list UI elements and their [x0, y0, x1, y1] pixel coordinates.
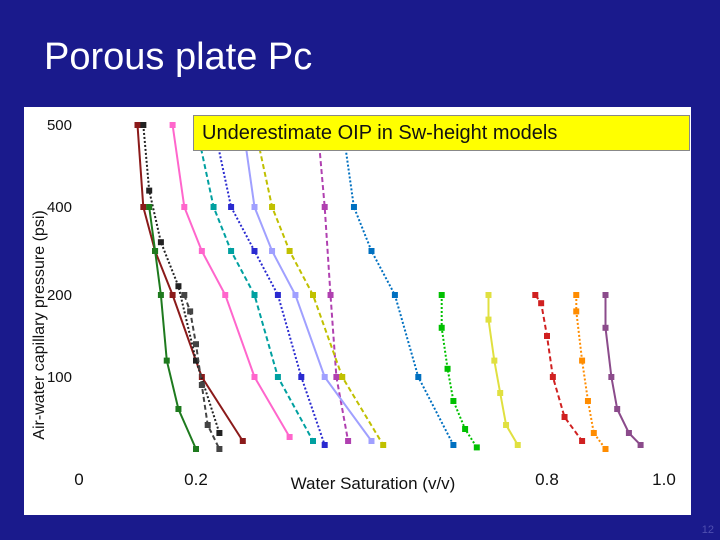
- series-line: [606, 295, 641, 445]
- data-point: [175, 406, 181, 412]
- data-point: [146, 188, 152, 194]
- data-point: [275, 292, 281, 298]
- data-point: [573, 292, 579, 298]
- data-point: [252, 248, 258, 254]
- data-point: [614, 406, 620, 412]
- data-point: [322, 442, 328, 448]
- series-line: [138, 125, 243, 441]
- data-point: [462, 426, 468, 432]
- series-line: [255, 125, 384, 445]
- data-point: [275, 374, 281, 380]
- data-point: [170, 292, 176, 298]
- y-tick-label: 400: [46, 199, 72, 216]
- data-point: [252, 292, 258, 298]
- data-point: [181, 292, 187, 298]
- x-tick-label: 1.0: [652, 470, 676, 489]
- data-point: [181, 204, 187, 210]
- data-point: [228, 204, 234, 210]
- data-point: [322, 204, 328, 210]
- series-line: [243, 125, 372, 441]
- data-point: [491, 358, 497, 364]
- data-point: [486, 317, 492, 323]
- data-point: [439, 292, 445, 298]
- data-point: [608, 374, 614, 380]
- data-point: [187, 308, 193, 314]
- data-point: [380, 442, 386, 448]
- data-point: [369, 438, 375, 444]
- data-point: [322, 374, 328, 380]
- data-point: [532, 292, 538, 298]
- data-point: [445, 366, 451, 372]
- chart-svg: [24, 107, 691, 515]
- data-point: [351, 204, 357, 210]
- data-point: [140, 204, 146, 210]
- y-tick-labels: [47, 117, 72, 386]
- data-point: [140, 122, 146, 128]
- data-point: [439, 325, 445, 331]
- data-point: [269, 204, 275, 210]
- y-tick-label: 500: [46, 117, 72, 134]
- series-line: [307, 125, 348, 441]
- data-point: [205, 422, 211, 428]
- data-point: [199, 248, 205, 254]
- chart-area: [24, 107, 691, 515]
- data-point: [573, 308, 579, 314]
- data-point: [603, 292, 609, 298]
- data-point: [603, 325, 609, 331]
- data-point: [415, 374, 421, 380]
- data-point: [550, 374, 556, 380]
- data-point: [503, 422, 509, 428]
- x-tick-label: 0.8: [535, 470, 559, 489]
- data-point: [170, 122, 176, 128]
- data-point: [287, 248, 293, 254]
- y-tick-label: 200: [46, 287, 72, 304]
- x-axis-label: Water Saturation (v/v): [290, 474, 456, 493]
- data-point: [515, 442, 521, 448]
- data-point: [158, 292, 164, 298]
- data-point: [240, 438, 246, 444]
- page-number: 12: [701, 524, 714, 536]
- data-point: [579, 438, 585, 444]
- data-point: [310, 292, 316, 298]
- data-point: [216, 446, 222, 452]
- x-tick-label: 0: [74, 470, 84, 489]
- data-point: [152, 248, 158, 254]
- data-point: [310, 438, 316, 444]
- data-point: [544, 333, 550, 339]
- data-point: [579, 358, 585, 364]
- data-point: [538, 300, 544, 306]
- data-point: [252, 374, 258, 380]
- data-point: [252, 204, 258, 210]
- data-point: [626, 430, 632, 436]
- data-point: [450, 398, 456, 404]
- slide-title: Porous plate Pc: [44, 36, 313, 78]
- data-point: [193, 341, 199, 347]
- data-point: [591, 430, 597, 436]
- data-point: [135, 122, 141, 128]
- series-line: [535, 295, 582, 441]
- data-point: [450, 442, 456, 448]
- data-point: [158, 239, 164, 245]
- data-point: [486, 292, 492, 298]
- data-point: [211, 204, 217, 210]
- data-point: [199, 382, 205, 388]
- data-point: [269, 248, 275, 254]
- data-point: [292, 292, 298, 298]
- data-point: [603, 446, 609, 452]
- data-point: [585, 398, 591, 404]
- data-point: [146, 204, 152, 210]
- x-tick-label: 0.2: [184, 470, 208, 489]
- series-line: [173, 125, 290, 437]
- data-point: [216, 430, 222, 436]
- data-point: [222, 292, 228, 298]
- data-point: [175, 283, 181, 289]
- series-line: [576, 295, 605, 449]
- data-point: [474, 444, 480, 450]
- data-point: [339, 374, 345, 380]
- data-point: [287, 434, 293, 440]
- series-line: [184, 295, 219, 449]
- y-axis-label: Air-water capillary pressure (psi): [31, 210, 48, 440]
- data-point: [497, 390, 503, 396]
- plot-lines: [135, 122, 644, 452]
- data-point: [392, 292, 398, 298]
- annotation-banner: Underestimate OIP in Sw-height models: [193, 115, 690, 151]
- data-point: [328, 292, 334, 298]
- data-point: [345, 438, 351, 444]
- series-line: [342, 125, 453, 445]
- data-point: [562, 414, 568, 420]
- data-point: [298, 374, 304, 380]
- data-point: [638, 442, 644, 448]
- data-point: [228, 248, 234, 254]
- data-point: [193, 446, 199, 452]
- data-point: [333, 374, 339, 380]
- data-point: [164, 358, 170, 364]
- data-point: [369, 248, 375, 254]
- y-tick-label: 100: [46, 369, 72, 386]
